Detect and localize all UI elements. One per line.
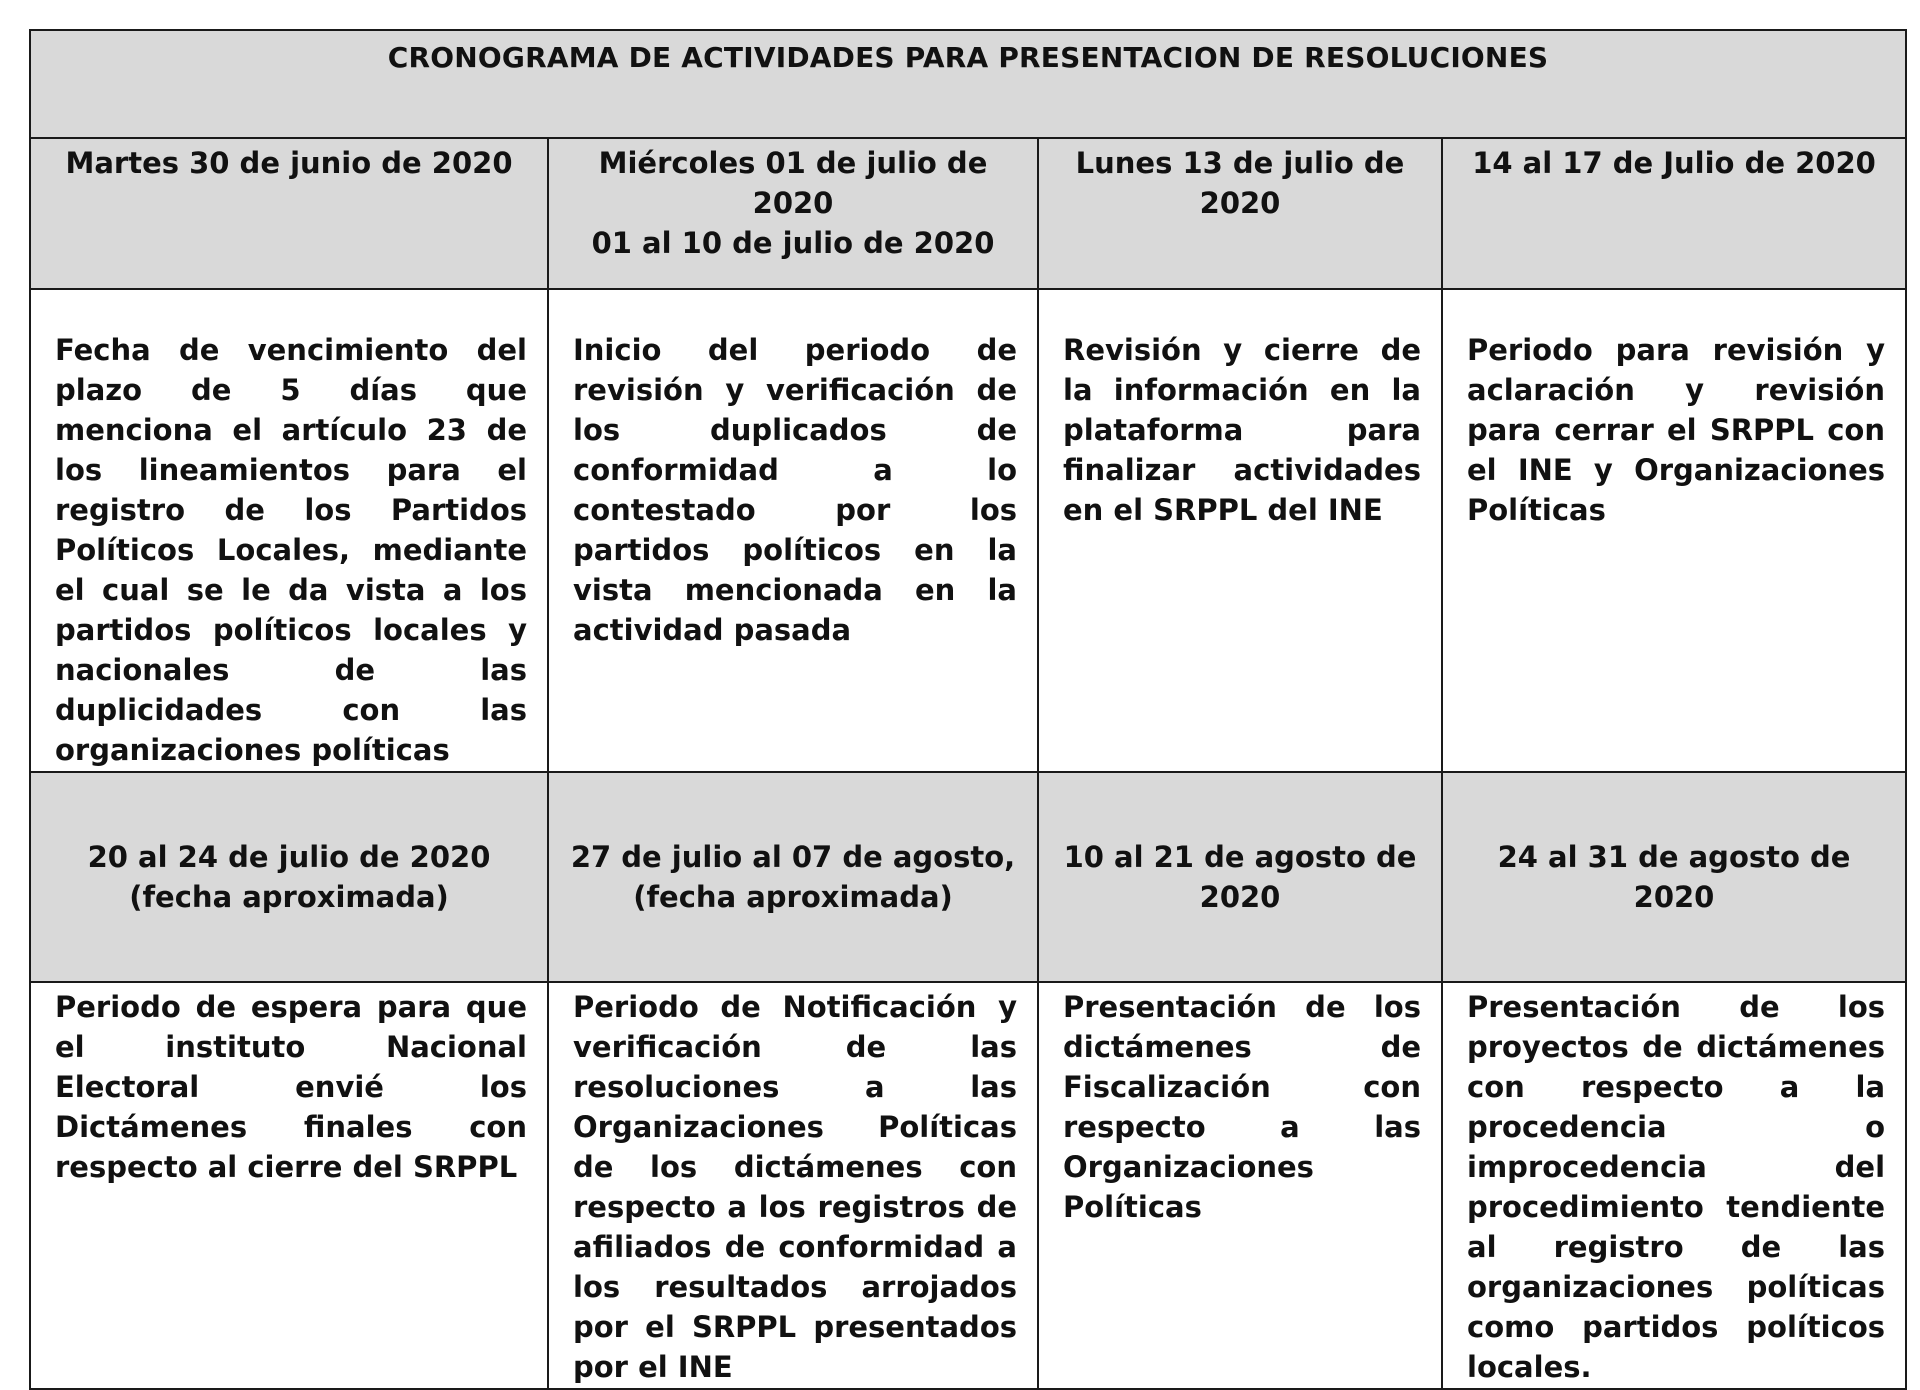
- schedule-table: [29, 29, 1907, 1390]
- date-cell-1-4: [1442, 138, 1906, 289]
- date-cell-2-4: [1442, 772, 1906, 982]
- date-line: (fecha aproximada): [129, 880, 449, 914]
- activity-row-1: [30, 289, 1906, 772]
- date-cell-2-1: [30, 772, 548, 982]
- date-row-2: [30, 772, 1906, 982]
- date-line: 24 al 31 de agosto de 2020: [1497, 840, 1851, 914]
- date-cell-1-2: [548, 138, 1038, 289]
- document-page: [29, 29, 1905, 1390]
- date-cell-1-3: [1038, 138, 1442, 289]
- activity-cell-1-1: Fecha de vencimiento del plazo de 5 días que menciona el artículo 23 de los lineamientos para el registro de los Partidos Políticos Locales, mediante el cual se le da vista a los partidos políticos locales y nacionales de las duplicidades con las organizaciones políticas: [30, 289, 548, 772]
- date-line: 14 al 17 de Julio de 2020: [1472, 146, 1876, 180]
- date-line: 27 de julio al 07 de agosto,: [570, 840, 1016, 874]
- date-line: Miércoles 01 de julio de 2020: [598, 146, 988, 220]
- title-row: [30, 30, 1906, 138]
- date-line: 10 al 21 de agosto de 2020: [1063, 840, 1417, 914]
- date-line: 01 al 10 de julio de 2020: [591, 226, 995, 260]
- activity-cell-1-2: Inicio del periodo de revisión y verificación de los duplicados de conformidad a lo contestado por los partidos políticos en la vista mencionada en la actividad pasada: [548, 289, 1038, 772]
- date-line: Martes 30 de junio de 2020: [65, 146, 513, 180]
- activity-cell-2-4: Presentación de los proyectos de dictámenes con respecto a la procedencia o improcedencia del procedimiento tendiente al registro de las organizaciones políticas como partidos políticos locales.: [1442, 982, 1906, 1389]
- date-line: 20 al 24 de julio de 2020: [87, 840, 491, 874]
- activity-cell-1-3: Revisión y cierre de la información en la plataforma para finalizar actividades en el SRPPL del INE: [1038, 289, 1442, 772]
- table-title: CRONOGRAMA DE ACTIVIDADES PARA PRESENTACION DE RESOLUCIONES: [30, 30, 1906, 138]
- activity-cell-2-3: Presentación de los dictámenes de Fiscalización con respecto a las Organizaciones Políticas: [1038, 982, 1442, 1389]
- date-row-1: [30, 138, 1906, 289]
- date-cell-2-2: [548, 772, 1038, 982]
- activity-cell-2-1: Periodo de espera para que el instituto Nacional Electoral envié los Dictámenes finales con respecto al cierre del SRPPL: [30, 982, 548, 1389]
- date-line: Lunes 13 de julio de 2020: [1075, 146, 1405, 220]
- activity-cell-2-2: Periodo de Notificación y verificación de las resoluciones a las Organizaciones Políticas de los dictámenes con respecto a los registros de afiliados de conformidad a los resultados arrojados por el SRPPL presentados por el INE: [548, 982, 1038, 1389]
- date-cell-1-1: [30, 138, 548, 289]
- activity-cell-1-4: Periodo para revisión y aclaración y revisión para cerrar el SRPPL con el INE y Organizaciones Políticas: [1442, 289, 1906, 772]
- date-line: (fecha aproximada): [633, 880, 953, 914]
- activity-row-2: [30, 982, 1906, 1389]
- date-cell-2-3: [1038, 772, 1442, 982]
